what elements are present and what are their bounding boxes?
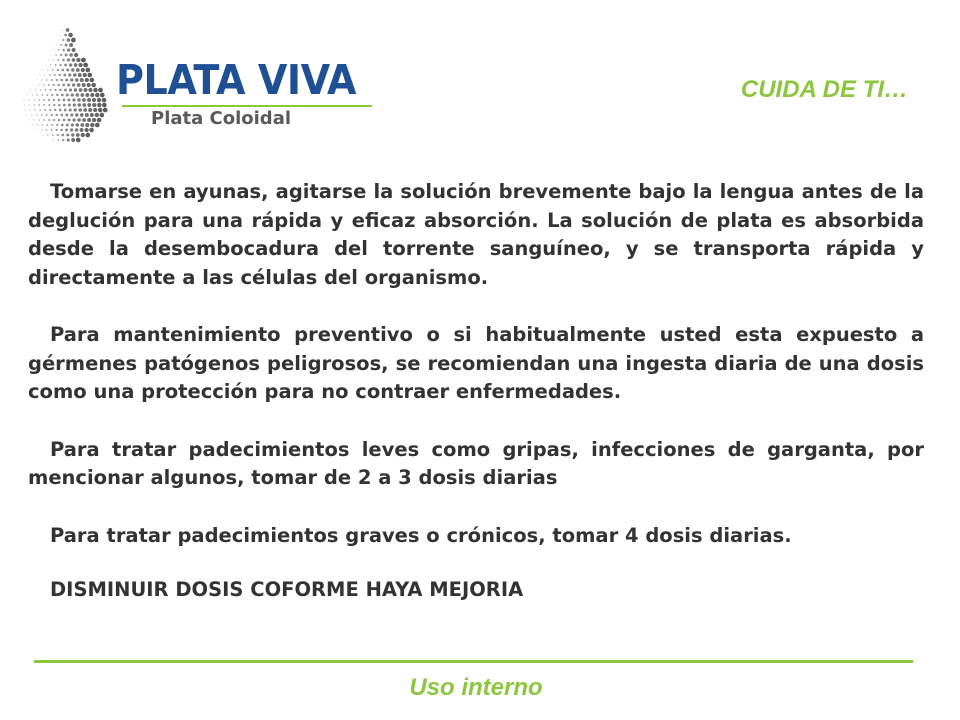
footer-divider bbox=[34, 660, 913, 663]
brand-name: PLATA VIVA bbox=[116, 56, 357, 104]
instructions-body bbox=[28, 178, 924, 631]
dosage-warning: DISMINUIR DOSIS COFORME HAYA MEJORIA bbox=[50, 578, 524, 601]
instruction-paragraph: Tomarse en ayunas, agitarse la solución brevemente bajo la lengua antes de la deglución para una rápida y eficaz absorción. La solución de plata es absorbida desde la desembocadura del torrente sanguíneo, y se transporta rápida y directamente a las células del organismo. bbox=[28, 180, 924, 289]
instruction-paragraph: Para tratar padecimientos leves como gripas, infecciones de garganta, por mencionar algunos, tomar de 2 a 3 dosis diarias bbox=[28, 437, 924, 489]
brand-underline bbox=[122, 105, 372, 107]
tagline: CUIDA DE TI… bbox=[740, 76, 908, 103]
instruction-paragraph: Para tratar padecimientos graves o crónicos, tomar 4 dosis diarias. bbox=[50, 523, 792, 547]
instruction-paragraph: Para mantenimiento preventivo o si habitualmente usted esta expuesto a gérmenes patógenos peligrosos, se recomiendan una ingesta diaria de una dosis como una protección para no contraer enfermedades. bbox=[28, 323, 924, 403]
brand-subtitle: Plata Coloidal bbox=[151, 108, 292, 129]
brand-logo bbox=[18, 14, 378, 154]
footer-label: Uso interno bbox=[409, 674, 543, 701]
water-drop-icon bbox=[18, 14, 114, 154]
